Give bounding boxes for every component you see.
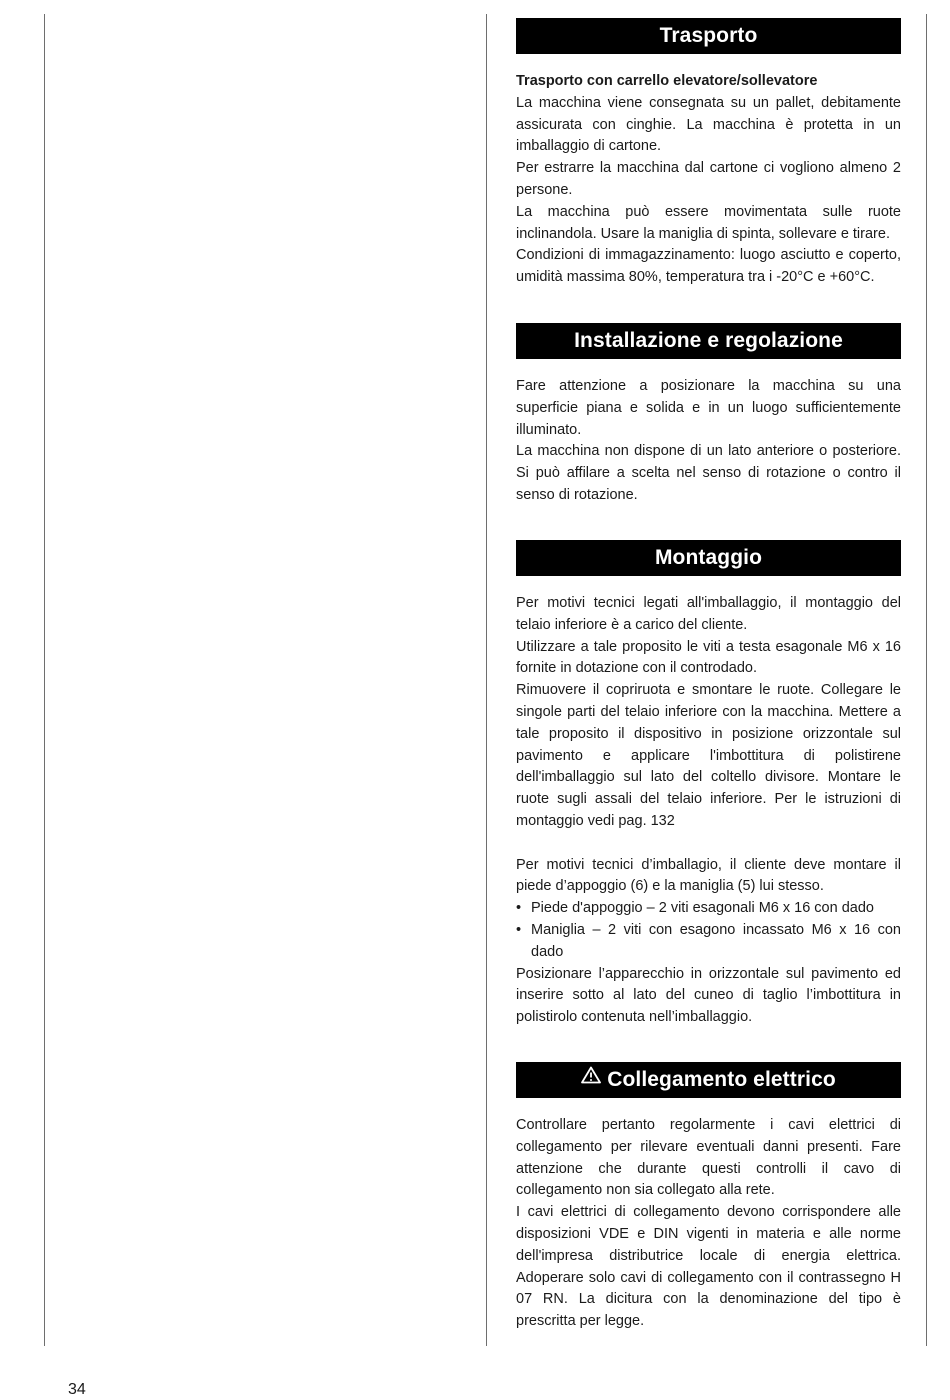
page-number: 34 — [68, 1381, 86, 1398]
paragraph: Posizionare l’apparecchio in orizzontale sul pavimento ed inserire sotto al lato del cuneo di taglio l’imbottitura in polistirolo contenuta nell’imballaggio. — [516, 965, 901, 1026]
section-installazione — [516, 323, 901, 507]
section-body — [516, 1115, 901, 1333]
section-header-collegamento — [516, 1062, 901, 1098]
paragraph: Fare attenzione a posizionare la macchina su una superficie piana e solida e in un luogo sufficientemente illuminato. — [516, 378, 901, 438]
column-divider-rule — [486, 14, 487, 1346]
section-collegamento — [516, 1062, 901, 1333]
section-title: Montaggio — [654, 546, 763, 569]
section-title: Installazione e regolazione — [574, 329, 843, 352]
bullet-icon: • — [516, 900, 522, 917]
section-body — [516, 593, 901, 1029]
list-item — [516, 898, 901, 920]
list-item-text: Piede d'appoggio – 2 viti esagonali M6 x 16 con dado — [531, 900, 874, 917]
section-header-installazione — [516, 323, 901, 359]
bullet-list — [516, 898, 901, 963]
section-title: Trasporto — [659, 24, 758, 47]
paragraph: Per motivi tecnici legati all'imballaggio, il montaggio del telaio inferiore è a carico del cliente. — [516, 595, 901, 633]
paragraph: La macchina non dispone di un lato anteriore o posteriore. Si può affilare a scelta nel senso di rotazione o contro il senso di rotazione. — [516, 443, 901, 503]
section-title: Collegamento elettrico — [607, 1068, 836, 1091]
left-margin-rule — [44, 14, 45, 1346]
paragraph: La macchina viene consegnata su un pallet, debitamente assicurata con cinghie. La macchina è protetta in un imballaggio di cartone. — [516, 94, 901, 155]
section-header-trasporto — [516, 18, 901, 54]
paragraph: Condizioni di immagazzinamento: luogo asciutto e coperto, umidità massima 80%, temperatura tra i -20°C e +60°C. — [516, 247, 901, 286]
paragraph: I cavi elettrici di collegamento devono corrispondere alle disposizioni VDE e DIN vigenti in materia e alle norme dell'impresa distributrice locale di energia elettrica. Adoperare solo cavi di collegamento con il contrassegno H 07 RN. La dicitura con la denominazione del tipo è prescritta per legge. — [516, 1204, 901, 1330]
paragraph: Per motivi tecnici d’imballagio, il cliente deve montare il piede d’appoggio (6) e la maniglia (5) lui stesso. — [516, 856, 901, 895]
paragraph: Controllare pertanto regolarmente i cavi elettrici di collegamento per rilevare eventuali danni presenti. Fare attenzione che durante questi controlli il cavo di collegamento non sia collegato alla rete. — [516, 1117, 901, 1199]
paragraph: Utilizzare a tale proposito le viti a testa esagonale M6 x 16 fornite in dotazione con il controdado. — [516, 638, 901, 677]
paragraph: La macchina può essere movimentata sulle ruote inclinandola. Usare la maniglia di spinta, sollevare e tirare. — [516, 203, 901, 242]
right-margin-rule — [926, 14, 927, 1346]
paragraph: Rimuovere il copriruota e smontare le ruote. Collegare le singole parti del telaio inferiore con la macchina. Mettere a tale proposito il dispositivo in posizione orizzontale sul pavimento e applicare l'imbottitura di polistirene dell'imballaggio sul lato del coltello divisore. Montare le ruote sugli assali del telaio inferiore. Per le istruzioni di montaggio vedi pag. 132 — [516, 682, 901, 829]
list-item — [516, 920, 901, 964]
list-item-text: Maniglia – 2 viti con esagono incassato M6 x 16 con dado — [531, 921, 901, 960]
section-montaggio — [516, 540, 901, 1029]
section-body — [516, 71, 901, 289]
section-trasporto — [516, 18, 901, 289]
section-header-montaggio — [516, 540, 901, 576]
warning-triangle-icon — [581, 1060, 601, 1096]
section-body — [516, 376, 901, 507]
paragraph: Per estrarre la macchina dal cartone ci vogliono almeno 2 persone. — [516, 160, 901, 198]
section-subtitle: Trasporto con carrello elevatore/sollevatore — [516, 73, 818, 89]
bullet-icon: • — [516, 921, 522, 938]
